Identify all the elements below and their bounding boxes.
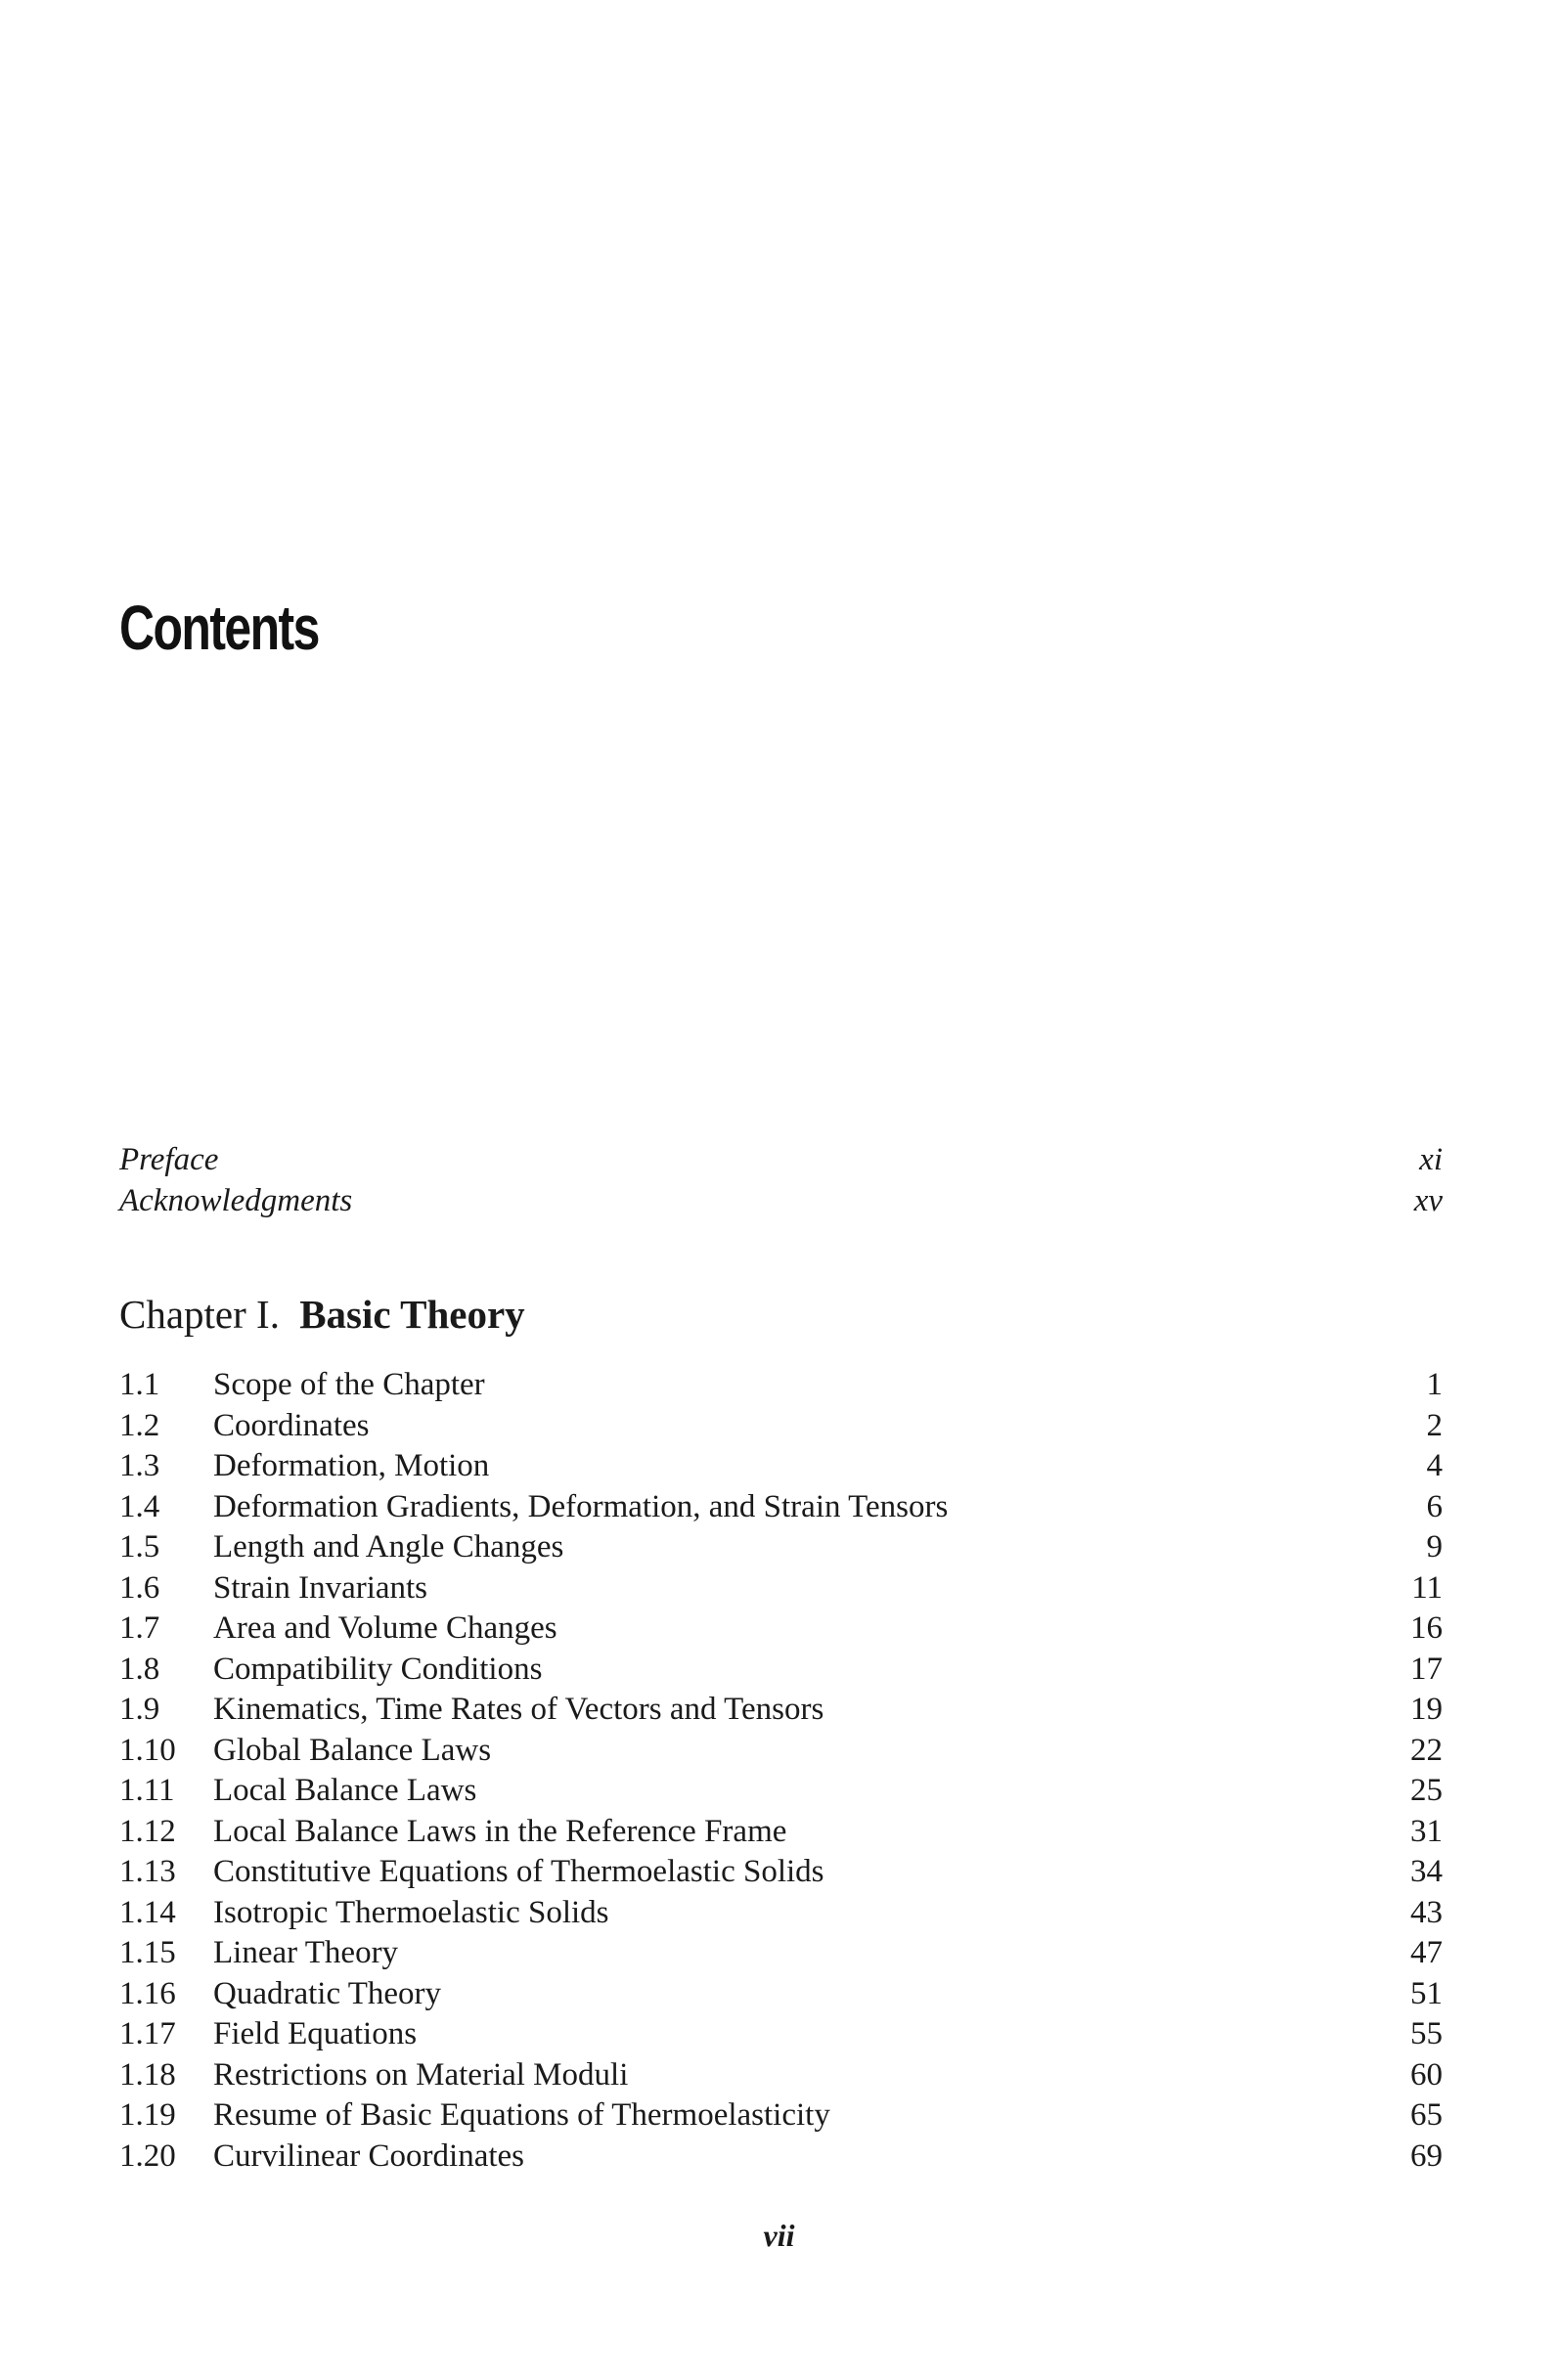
section-title: Curvilinear Coordinates — [213, 2138, 525, 2174]
section-page: 47 — [1410, 1935, 1443, 1970]
toc-entry-acknowledgments[interactable] — [119, 1183, 1443, 1226]
section-title: Restrictions on Material Moduli — [213, 2056, 629, 2093]
section-title: Compatibility Conditions — [213, 1651, 543, 1687]
section-page: 2 — [1426, 1407, 1443, 1443]
section-page: 6 — [1426, 1488, 1443, 1524]
chapter-label: Chapter I. — [119, 1292, 280, 1337]
section-page: 16 — [1410, 1610, 1443, 1646]
toc-entry[interactable] — [119, 1568, 1443, 1609]
toc-entry[interactable] — [119, 1933, 1443, 1974]
toc-entry[interactable] — [119, 1974, 1443, 2015]
page-title: Contents — [119, 593, 319, 663]
toc-entry[interactable] — [119, 1406, 1443, 1447]
toc-entry[interactable] — [119, 1852, 1443, 1893]
toc-entry[interactable] — [119, 2014, 1443, 2055]
toc-entry-preface[interactable] — [119, 1142, 1443, 1185]
section-title: Strain Invariants — [213, 1569, 428, 1606]
toc-entry[interactable] — [119, 1446, 1443, 1487]
section-title: Isotropic Thermoelastic Solids — [213, 1894, 609, 1930]
section-page: 22 — [1410, 1732, 1443, 1768]
section-number: 1.1 — [119, 1367, 160, 1402]
toc-entry[interactable] — [119, 1650, 1443, 1691]
section-title: Deformation Gradients, Deformation, and Strain Tensors — [213, 1488, 949, 1524]
section-title: Constitutive Equations of Thermoelastic Solids — [213, 1854, 824, 1889]
section-title: Field Equations — [213, 2016, 418, 2051]
section-page: 55 — [1410, 2016, 1443, 2051]
toc-entry[interactable] — [119, 1731, 1443, 1772]
section-page: 51 — [1410, 1975, 1443, 2011]
section-title: Global Balance Laws — [213, 1732, 492, 1768]
section-page: 19 — [1410, 1692, 1443, 1727]
section-title: Deformation, Motion — [213, 1448, 490, 1483]
section-number: 1.4 — [119, 1488, 160, 1524]
chapter-title: Basic Theory — [299, 1292, 525, 1337]
section-title: Local Balance Laws — [213, 1773, 477, 1808]
section-number: 1.15 — [119, 1935, 176, 1970]
section-page: 69 — [1410, 2138, 1443, 2174]
section-title: Area and Volume Changes — [213, 1610, 557, 1646]
section-page: 9 — [1426, 1529, 1443, 1565]
toc-entry-page: xv — [1413, 1183, 1443, 1218]
section-number: 1.2 — [119, 1407, 160, 1443]
section-title: Linear Theory — [213, 1935, 399, 1970]
section-number: 1.12 — [119, 1813, 176, 1849]
section-number: 1.17 — [119, 2016, 176, 2051]
section-page: 65 — [1410, 2097, 1443, 2133]
section-page: 34 — [1410, 1854, 1443, 1889]
section-title: Resume of Basic Equations of Thermoelasticity — [213, 2097, 830, 2133]
section-number: 1.5 — [119, 1529, 160, 1565]
toc-entry[interactable] — [119, 1812, 1443, 1853]
section-number: 1.6 — [119, 1569, 160, 1606]
section-number: 1.19 — [119, 2097, 176, 2133]
section-number: 1.14 — [119, 1894, 176, 1930]
section-list — [119, 1365, 1443, 2177]
section-title: Local Balance Laws in the Reference Frame — [213, 1813, 787, 1849]
section-title: Quadratic Theory — [213, 1975, 442, 2011]
section-number: 1.11 — [119, 1773, 175, 1808]
toc-entry[interactable] — [119, 1527, 1443, 1568]
page-number: vii — [763, 2218, 795, 2253]
toc-entry[interactable] — [119, 1771, 1443, 1812]
section-page: 11 — [1411, 1569, 1443, 1606]
toc-entry[interactable] — [119, 1365, 1443, 1406]
section-title: Length and Angle Changes — [213, 1529, 564, 1565]
section-page: 25 — [1410, 1773, 1443, 1808]
section-page: 4 — [1426, 1448, 1443, 1483]
section-title: Coordinates — [213, 1407, 370, 1443]
section-title: Kinematics, Time Rates of Vectors and Tensors — [213, 1692, 824, 1727]
section-page: 31 — [1410, 1813, 1443, 1849]
toc-entry[interactable] — [119, 2055, 1443, 2096]
toc-entry[interactable] — [119, 1609, 1443, 1650]
section-page: 17 — [1410, 1651, 1443, 1687]
section-title: Scope of the Chapter — [213, 1367, 485, 1402]
section-number: 1.3 — [119, 1448, 160, 1483]
section-number: 1.13 — [119, 1854, 176, 1889]
section-page: 43 — [1410, 1894, 1443, 1930]
section-number: 1.8 — [119, 1651, 160, 1687]
toc-entry-label: Acknowledgments — [119, 1183, 353, 1218]
section-page: 60 — [1410, 2056, 1443, 2093]
section-number: 1.16 — [119, 1975, 176, 2011]
toc-entry-label: Preface — [119, 1142, 219, 1177]
section-number: 1.18 — [119, 2056, 176, 2093]
toc-entry[interactable] — [119, 1690, 1443, 1731]
toc-entry[interactable] — [119, 1893, 1443, 1934]
section-number: 1.20 — [119, 2138, 176, 2174]
chapter-heading[interactable] — [119, 1291, 525, 1338]
section-number: 1.10 — [119, 1732, 176, 1768]
toc-entry[interactable] — [119, 1487, 1443, 1528]
toc-entry[interactable] — [119, 2137, 1443, 2178]
section-number: 1.7 — [119, 1610, 160, 1646]
section-number: 1.9 — [119, 1692, 160, 1727]
section-page: 1 — [1426, 1367, 1443, 1402]
toc-entry[interactable] — [119, 2095, 1443, 2137]
toc-entry-page: xi — [1419, 1142, 1443, 1177]
